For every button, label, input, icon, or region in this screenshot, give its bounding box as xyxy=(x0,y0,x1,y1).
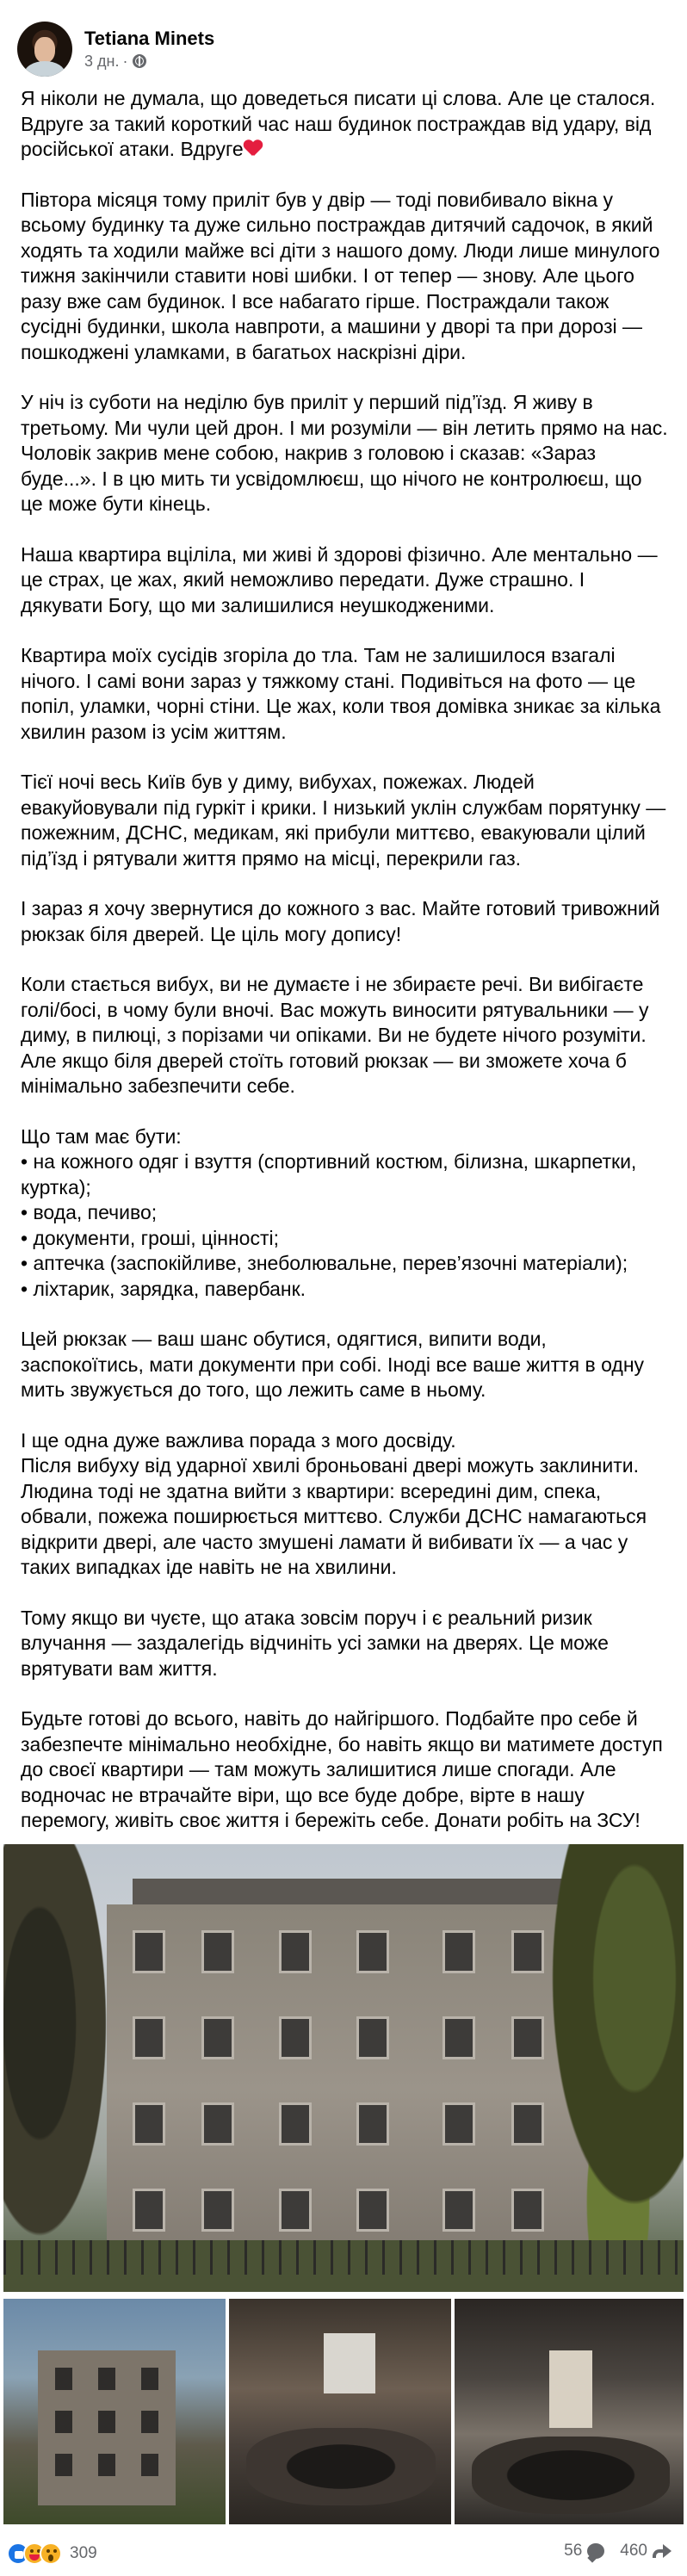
advice-line: І ще одна дуже важлива порада з мого досвіду. xyxy=(21,1428,456,1452)
paragraph-advice xyxy=(21,1428,668,1581)
photo-burnt-hallway[interactable] xyxy=(455,2299,684,2524)
fence xyxy=(3,2240,684,2275)
window xyxy=(443,2016,475,2059)
window xyxy=(141,2411,158,2433)
heart-icon xyxy=(244,140,263,158)
avatar-face xyxy=(34,37,55,63)
window xyxy=(356,2016,389,2059)
post-text xyxy=(21,86,668,1935)
window xyxy=(133,2189,165,2232)
paragraph-5: Квартира моїх сусідів згоріла до тла. Там не залишилося взагалі нічого. І самі вони зараз у тяжкому стані. Подивіться на фото — це попіл, уламки, чорні стіни. Це жах, коли твоя домівка зникає за кілька хвилин разом із усім життям. xyxy=(21,644,661,743)
debris xyxy=(472,2437,670,2514)
post-header xyxy=(17,19,214,79)
list-item: • документи, гроші, цінності; xyxy=(21,1226,280,1249)
list-item: • ліхтарик, зарядка, павербанк. xyxy=(21,1277,306,1300)
window xyxy=(279,2102,312,2146)
window xyxy=(443,2102,475,2146)
header-text xyxy=(84,27,214,71)
window xyxy=(356,2102,389,2146)
window xyxy=(443,1930,475,1973)
paragraph-8: Коли стається вибух, ви не думаєте і не збираєте речі. Ви вибігаєте голі/босі, в чому були вночі. Вас можуть виносити рятувальники — у диму, в пилюці, з порізами чи опіками. Ви не будете нічого розуміти. Але якщо біля дверей стоїть готовий рюкзак — ви зможете хоча б мінімально забезпечити себе. xyxy=(21,973,649,1097)
tree-right xyxy=(520,1844,684,2292)
window xyxy=(133,2102,165,2146)
window xyxy=(201,2189,234,2232)
window xyxy=(201,1930,234,1973)
window xyxy=(141,2454,158,2476)
paragraph-1: Я ніколи не думала, що доведеться писати ці слова. Але це сталося. Вдруге за такий короткий час наш будинок постраждав від удару, від російської атаки. Вдруге xyxy=(21,87,656,160)
paragraph-2: Півтора місяця тому приліт був у двір — тоді повибивало вікна у всьому будинку та дуже сильно постраждав дитячий садочок, в який ходять та ходили майже всі діти з нашого дому. Люди лише минулого тижня закінчили ставити нові шибки. І от тепер — знову. Але цього разу вже сам будинок. І все набагато гірше. Постраждали також сусідні будинки, школа навпроти, а машини у дворі та при дорозі — пошкоджені уламками, в багатьох наскрізні діри. xyxy=(21,188,660,363)
list-item: • на кожного одяг і взуття (спортивний костюм, білизна, шкарпетки, куртка); xyxy=(21,1150,637,1198)
paragraph-prepare: Будьте готові до всього, навіть до найгіршого. Подбайте про себе й забезпечте мінімально необхідне, бо навіть якщо ви матимете доступ до своєї квартири — там можуть залишитися лише спогади. Але водночас не втрачайте віри, що все буде добре, вірте в нашу перемогу, живіть своє життя і бережіть себе. Донати робіть на ЗСУ! xyxy=(21,1707,663,1831)
window xyxy=(55,2411,72,2433)
shares-count: 460 xyxy=(620,2542,647,2560)
window xyxy=(55,2368,72,2390)
wow-icon xyxy=(40,2542,62,2565)
window xyxy=(201,2016,234,2059)
paragraph-backpack: Цей рюкзак — ваш шанс обутися, одягтися, випити води, заспокоїтись, мати документи при собі. Іноді все ваше життя в одну мить звужується до того, що лежить саме в ньому. xyxy=(21,1328,645,1401)
building-facade xyxy=(107,1904,589,2275)
globe-icon[interactable] xyxy=(133,54,146,68)
window xyxy=(443,2189,475,2232)
photo-damaged-building[interactable] xyxy=(3,1844,684,2292)
room-window xyxy=(324,2333,375,2393)
post-footer xyxy=(0,2531,687,2576)
window xyxy=(279,2016,312,2059)
share-icon xyxy=(653,2544,672,2558)
reactions-count[interactable]: 309 xyxy=(70,2544,97,2562)
list-item: • аптечка (заспокійливе, знеболювальне, перев’язочні матеріали); xyxy=(21,1252,628,1274)
window xyxy=(133,2016,165,2059)
avatar-body xyxy=(24,61,65,77)
engagement-counts xyxy=(564,2542,672,2561)
hallway-door xyxy=(549,2350,592,2428)
photo-building-exterior[interactable] xyxy=(3,2299,226,2524)
paragraph-7: І зараз я хочу звернутися до кожного з вас. Майте готовий тривожний рюкзак біля дверей. Це ціль могу допису! xyxy=(21,897,660,945)
window xyxy=(279,1930,312,1973)
post-meta: 3 дн. · xyxy=(84,51,214,71)
paragraph-3: У ніч із суботи на неділю був приліт у перший під’їзд. Я живу в третьому. Ми чули цей дрон. І ми розуміли — він летить прямо на нас. Чоловік закрив мене собою, накрив з головою і сказав: «Зараз буде...». І в цю мить ти усвідомлюєш, що нічого не контролюєш, що це може бути кінець. xyxy=(21,391,668,515)
window xyxy=(201,2102,234,2146)
comment-icon xyxy=(587,2543,604,2559)
paragraph-4: Наша квартира вціліла, ми живі й здорові фізично. Але ментально — це страх, це жах, який неможливо передати. Дуже страшно. І дякувати Богу, що ми залишилися неушкодженими. xyxy=(21,542,658,616)
window xyxy=(356,1930,389,1973)
reactions-summary[interactable] xyxy=(7,2540,97,2567)
paragraph-locks: Тому якщо ви чуєте, що атака зовсім поруч і є реальний ризик влучання — заздалегідь відчиніть усі замки на дверях. Це може врятувати вам життя. xyxy=(21,1606,609,1680)
list-item: • вода, печиво; xyxy=(21,1201,158,1223)
comments-count: 56 xyxy=(564,2542,583,2560)
window xyxy=(98,2411,115,2433)
advice-text: Після вибуху від ударної хвилі броньовані двері можуть заклинити. Людина тоді не здатна вийти з квартири: всередині дим, спека, обвали, пожежа поширюється миттєво. Служби ДСНС намагаються відкрити двері, але часто змушені ламати й вибивати їх — а час у таких випадках іде навіть не на хвилини. xyxy=(21,1454,647,1578)
window xyxy=(141,2368,158,2390)
window xyxy=(98,2368,115,2390)
post-time[interactable]: 3 дн. xyxy=(84,53,120,70)
comments-count-item[interactable] xyxy=(564,2542,604,2561)
building-burnt-facade xyxy=(38,2350,176,2505)
window xyxy=(98,2454,115,2476)
author-name[interactable]: Tetiana Minets xyxy=(84,28,215,49)
window xyxy=(55,2454,72,2476)
paragraph-6: Тієї ночі весь Київ був у диму, вибухах, пожежах. Людей евакуйовували під гуркіт і крики. І низький уклін службам порятунку — пожежним, ДСНС, медикам, які прибули миттєво, евакуювали цілий під’їзд і рятували життя прямо на місці, перекрили газ. xyxy=(21,771,666,870)
window xyxy=(356,2189,389,2232)
shares-count-item[interactable] xyxy=(620,2542,672,2561)
photo-burnt-room[interactable] xyxy=(229,2299,451,2524)
list-intro: Що там має бути: xyxy=(21,1124,182,1148)
window xyxy=(133,1930,165,1973)
author-avatar[interactable] xyxy=(17,22,72,77)
packing-list xyxy=(21,1124,668,1303)
debris xyxy=(246,2428,436,2505)
tree-left xyxy=(3,1844,124,2292)
window xyxy=(279,2189,312,2232)
